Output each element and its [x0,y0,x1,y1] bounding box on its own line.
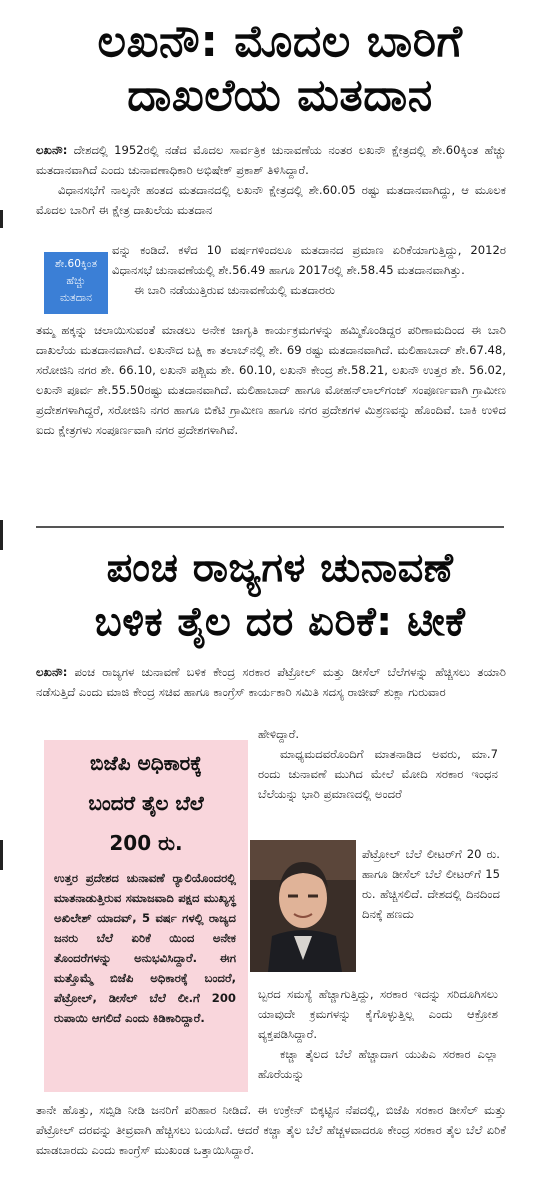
story2-para3-col: ಕಚ್ಚಾ ತೈಲದ ಬೆಲೆ ಹೆಚ್ಚಾದಾಗ ಯುಪಿಎ ಸರಕಾರ ಎಲ್ಲಾ ಹೊರೆಯನ್ನು [258,1047,498,1081]
sidebar-headline-line1: ಬಿಜೆಪಿ ಅಧಿಕಾರಕ್ಕೆ [90,751,202,775]
sidebar-headline-line3: 200 ರು. [109,831,183,855]
story2-col-lower [258,984,498,1084]
story2-dateline: ಲಖನೌ: [36,665,68,679]
story1-para3-side: ಈ ಬಾರಿ ನಡೆಯುತ್ತಿರುವ ಚುನಾವಣೆಯಲ್ಲಿ ಮತದಾರರು [134,283,335,297]
story2-para2-col-b: ಬ್ಬರದ ಸಮಸ್ಯೆ ಹೆಚ್ಚಾಗುತ್ತಿದ್ದು, ಸರಕಾರ ಇದನ್ನು ಸರಿದೂಗಿಸಲು ಯಾವುದೇ ಕ್ರಮಗಳನ್ನು ಕೈಗೊಳ್ಳುತ್ತಿಲ್ಲ ಎಂದು ಆಕ್ರೋಶ ವ್ಯಕ್ತಪಡಿಸಿದ್ದಾರೆ. [258,987,498,1041]
story2-para2-narrow: ಪೆಟ್ರೋಲ್ ಬೆಲೆ ಲೀಟರ್‌ಗೆ 20 ರು. ಹಾಗೂ ಡೀಸೆಲ್ ಬೆಲೆ ಲೀಟರ್‌ಗೆ 15 ರು. ಹೆಚ್ಚಿಸಲಿದೆ. ದೇಶದಲ್ಲಿ ದಿನದಿಂದ ದಿನಕ್ಕೆ ಹಣದು [362,847,500,921]
story1-headline-line2: ದಾಖಲೆಯ ಮತದಾನ [127,70,433,121]
story1-para3: ತಮ್ಮ ಹಕ್ಕನ್ನು ಚಲಾಯಿಸುವಂತೆ ಮಾಡಲು ಅನೇಕ ಜಾಗೃತಿ ಕಾರ್ಯಕ್ರಮಗಳನ್ನು ಹಮ್ಮಿಕೊಂಡಿದ್ದರ ಪರಿಣಾಮದಿಂದ ಈ ಬಾರಿ ದಾಖಲೆಯ ಮತದಾನವಾಗಿದೆ. ಲಖನೌದ ಬಕ್ಷಿ ಕಾ ತಲಾಬ್‌ನಲ್ಲಿ ಶೇ. 69 ರಷ್ಟು ಮತದಾನವಾಗಿದೆ. ಮಲಿಹಾಬಾದ್ ಶೇ.67.48, ಸರೋಜಿನಿ ನಗರ ಶೇ. 66.10, ಲಖನೌ ಪಶ್ಚಿಮ ಶೇ. 60.10, ಲಖನೌ ಕೇಂದ್ರ ಶೇ.58.21, ಲಖನೌ ಉತ್ತರ ಶೇ. 56.02, ಲಖನೌ ಪೂರ್ವ ಶೇ.55.50ರಷ್ಟು ಮತದಾನವಾಗಿದೆ. ಮಲಿಹಾಬಾದ್ ಹಾಗೂ ಮೋಹನ್‌ಲಾಲ್‌ಗಂಜ್ ಸಂಪೂರ್ಣವಾಗಿ ಗ್ರಾಮೀಣ ಪ್ರದೇಶಗಳಾಗಿದ್ದರೆ, ಸರೋಜಿನಿ ನಗರ ಹಾಗೂ ಬಿಕೆಟಿ ಗ್ರಾಮೀಣ ಹಾಗೂ ನಗರ ಪ್ರದೇಶಗಳ ಮಿಶ್ರಣವನ್ನು ಹೊಂದಿವೆ. ಬಾಕಿ ಉಳಿದ ಐದು ಕ್ಷೇತ್ರಗಳು ಸಂಪೂರ್ಣವಾಗಿ ನಗರ ಪ್ರದೇಶಗಳಾಗಿವೆ. [36,323,506,437]
left-margin-mark [0,210,3,228]
highlight-box [44,252,108,314]
left-margin-mark [0,520,3,550]
story1-para2-side: ವನ್ನು ಕಂಡಿದೆ. ಕಳೆದ 10 ವರ್ಷಗಳಿಂದಲೂ ಮತದಾನದ ಪ್ರಮಾಣ ಏರಿಕೆಯಾಗುತ್ತಿದ್ದು, 2012ರ ವಿಧಾನಸಭೆ ಚುನಾವಣೆಯಲ್ಲಿ ಶೇ.56.49 ಹಾಗೂ 2017ರಲ್ಲಿ ಶೇ.58.45 ಮತದಾನವಾಗಿತ್ತು. [112,243,506,277]
story1-para1: ದೇಶದಲ್ಲಿ 1952ರಲ್ಲಿ ನಡೆದ ಮೊದಲ ಸಾರ್ವತ್ರಿಕ ಚುನಾವಣೆಯ ನಂತರ ಲಖನೌ ಕ್ಷೇತ್ರದಲ್ಲಿ ಶೇ.60ಕ್ಕಿಂತ ಹೆಚ್ಚು ಮತದಾನವಾಗಿದೆ ಎಂದು ಚುನಾವಣಾಧಿಕಾರಿ ಅಭಿಷೇಕ್ ಪ್ರಕಾಶ್ ತಿಳಿಸಿದ್ದಾರೆ. [36,143,506,177]
story1-body-top [36,140,506,220]
story2-body-bottom [36,1100,506,1160]
story2-body-top [36,662,506,702]
sidebar-body: ಉತ್ತರ ಪ್ರದೇಶದ ಚುನಾವಣೆ ರ‍್ಯಾಲಿಯೊಂದರಲ್ಲಿ ಮಾತನಾಡುತ್ತಿರುವ ಸಮಾಜವಾದಿ ಪಕ್ಷದ ಮುಖ್ಯಸ್ಥ ಅಖಿಲೇಶ್ ಯಾದವ್, 5 ವರ್ಷ ಗಳಲ್ಲಿ ರಾಜ್ಯದ ಜನರು ಬೆಲೆ ಏರಿಕೆ ಯಿಂದ ಅನೇಕ ತೊಂದರೆಗಳನ್ನು ಅನುಭವಿಸಿದ್ದಾರೆ. ಈಗ ಮತ್ತೊಮ್ಮೆ ಬಿಜೆಪಿ ಅಧಿಕಾರಕ್ಕೆ ಬಂದರೆ, ಪೆಟ್ರೋಲ್, ಡೀಸೆಲ್ ಬೆಲೆ ಲೀ.ಗೆ 200 ರುಪಾಯಿ ಆಗಲಿದೆ ಎಂದು ಕಿಡಿಕಾರಿದ್ದಾರೆ. [54,871,236,1025]
story1-headline-line1: ಲಖನೌ: ಮೊದಲ ಬಾರಿಗೆ [97,16,463,67]
story2-para2-col-a: ಮಾಧ್ಯಮದವರೊಂದಿಗೆ ಮಾತನಾಡಿದ ಅವರು, ಮಾ.7 ರಂದು ಚುನಾವಣೆ ಮುಗಿದ ಮೇಲೆ ಮೋದಿ ಸರಕಾರ ಇಂಧನ ಬೆಲೆಯನ್ನು ಭಾರಿ ಪ್ರಮಾಣದಲ್ಲಿ ಅಂದರೆ [258,747,498,801]
story1-body-bottom [36,320,506,440]
highlight-line1: ಶೇ.60ಕ್ಕಿಂತ [54,258,98,270]
sidebar-box [44,740,248,1092]
story2-col-upper [258,724,498,804]
highlight-line2: ಹೆಚ್ಚು [66,275,86,287]
story1-body-side [112,240,506,300]
rajeev-shukla-photo [250,840,356,972]
left-margin-mark [0,840,3,870]
story2-headline-line1: ಪಂಚ ರಾಜ್ಯಗಳ ಚುನಾವಣೆ [106,545,454,591]
story1-para2-top: ವಿಧಾನಸಭೆಗೆ ನಾಲ್ಕನೇ ಹಂತದ ಮತದಾನದಲ್ಲಿ ಲಖನೌ ಕ್ಷೇತ್ರದಲ್ಲಿ ಶೇ.60.05 ರಷ್ಟು ಮತದಾನವಾಗಿದ್ದು, ಆ ಮೂಲಕ ಮೊದಲ ಬಾರಿಗೆ ಈ ಕ್ಷೇತ್ರ ದಾಖಲೆಯ ಮತದಾನ [36,183,506,217]
story1-dateline: ಲಖನೌ: [36,143,68,157]
story2-para1-top: ಪಂಚ ರಾಜ್ಯಗಳ ಚುನಾವಣೆ ಬಳಿಕ ಕೇಂದ್ರ ಸರಕಾರ ಪೆಟ್ರೋಲ್ ಮತ್ತು ಡೀಸೆಲ್ ಬೆಲೆಗಳನ್ನು ಹೆಚ್ಚಿಸಲು ತಯಾರಿ ನಡೆಸುತ್ತಿದೆ ಎಂದು ಮಾಜಿ ಕೇಂದ್ರ ಸಚಿವ ಹಾಗೂ ಕಾಂಗ್ರೆಸ್ ಕಾರ್ಯಕಾರಿ ಸಮಿತಿ ಸದಸ್ಯ ರಾಜೀವ್ ಶುಕ್ಲಾ ಗುರುವಾರ [36,665,506,699]
highlight-line3: ಮತದಾನ [60,292,92,304]
story2-para1-col: ಹೇಳಿದ್ದಾರೆ. [258,727,300,741]
story2-para3-full: ತಾನೇ ಹೊತ್ತು, ಸಬ್ಸಿಡಿ ನೀಡಿ ಜನರಿಗೆ ಪರಿಹಾರ ನೀಡಿದೆ. ಈ ಉಕ್ರೇನ್ ಬಿಕ್ಕಟ್ಟಿನ ನೆಪದಲ್ಲಿ, ಬಿಜೆಪಿ ಸರಕಾರ ಡೀಸೆಲ್ ಮತ್ತು ಪೆಟ್ರೋಲ್ ದರವನ್ನು ತೀವ್ರವಾಗಿ ಹೆಚ್ಚಿಸಲು ಬಯಸಿದೆ. ಆದರೆ ಕಚ್ಚಾ ತೈಲ ಬೆಲೆ ಹೆಚ್ಚಳವಾದರೂ ಕೇಂದ್ರ ಸರಕಾರ ತೈಲ ಬೆಲೆ ಏರಿಕೆ ಮಾಡಬಾರದು ಎಂದು ಕಾಂಗ್ರೆಸ್ ಮುಖಂಡ ಒತ್ತಾಯಿಸಿದ್ದಾರೆ. [36,1103,506,1157]
story2-col-narrow [362,844,500,924]
sidebar-headline-line2: ಬಂದರೆ ತೈಲ ಬೆಲೆ [88,791,204,815]
story-divider [36,526,504,528]
story2-headline-line2: ಬಳಿಕ ತೈಲ ದರ ಏರಿಕೆ: ಟೀಕೆ [94,599,466,645]
